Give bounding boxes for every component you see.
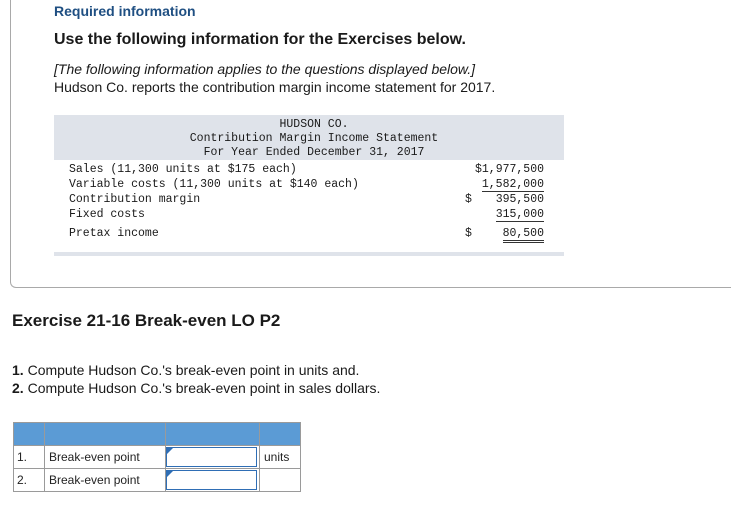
row-number: 2. (17, 473, 28, 487)
question-text: Compute Hudson Co.'s break-even point in units and. (23, 362, 360, 378)
note-text: [The following information applies to the questions displayed below.] (54, 61, 476, 77)
row-currency: $ (465, 193, 472, 206)
break-even-sales-input[interactable] (166, 470, 257, 490)
row-amount: $1,977,500 (474, 163, 544, 176)
answer-row (14, 446, 301, 469)
answer-row (14, 469, 301, 492)
instruction-heading: Use the following information for the Exercises below. (54, 31, 466, 48)
row-currency: $ (465, 227, 472, 240)
income-statement (54, 115, 564, 255)
statement-row (54, 163, 564, 178)
input-corner-marker (167, 470, 174, 477)
answer-cell (166, 469, 260, 492)
row-number: 1. (17, 450, 28, 464)
exercise-title: Exercise 21-16 Break-even LO P2 (12, 311, 281, 330)
answer-table-header (14, 423, 301, 446)
row-amount: 395,500 (495, 193, 544, 206)
statement-row (54, 193, 564, 208)
statement-body (54, 160, 564, 251)
header-cell (45, 423, 166, 446)
row-label: Sales (11,300 units at $175 each) (69, 163, 297, 176)
statement-row (54, 227, 564, 242)
row-label-cell (45, 446, 166, 469)
row-label: Fixed costs (69, 208, 145, 221)
answer-input-wrap (166, 446, 259, 468)
row-label: Pretax income (69, 227, 159, 240)
row-label: Contribution margin (69, 193, 201, 206)
statement-row (54, 208, 564, 223)
statement-company: HUDSON CO. (279, 118, 349, 131)
row-label: Break-even point (49, 473, 140, 487)
question-2 (12, 380, 380, 396)
row-label: Break-even point (49, 450, 140, 464)
row-number-cell (14, 469, 45, 492)
row-label: Variable costs (11,300 units at $140 each) (69, 178, 359, 191)
unit-cell (260, 469, 301, 492)
row-amount: 80,500 (503, 227, 544, 243)
intro-text: Hudson Co. reports the contribution margin income statement for 2017. (54, 79, 496, 95)
row-unit: units (264, 450, 290, 464)
input-corner-marker (167, 447, 174, 454)
question-number: 1. (12, 362, 24, 378)
required-information-heading: Required information (54, 3, 196, 19)
statement-period: For Year Ended December 31, 2017 (203, 146, 425, 159)
row-label-cell (45, 469, 166, 492)
row-number-cell (14, 446, 45, 469)
answer-input-wrap (166, 469, 259, 491)
question-number: 2. (12, 380, 24, 396)
unit-cell (260, 446, 301, 469)
statement-header (54, 115, 564, 160)
answer-table (13, 422, 301, 492)
statement-footer-bar (54, 252, 564, 256)
break-even-units-input[interactable] (166, 447, 257, 467)
header-cell (166, 423, 260, 446)
row-amount: 315,000 (495, 208, 544, 221)
statement-row (54, 178, 564, 193)
statement-title: Contribution Margin Income Statement (189, 132, 439, 145)
question-1 (12, 362, 359, 378)
answer-cell (166, 446, 260, 469)
header-cell (14, 423, 45, 446)
row-amount: 1,582,000 (481, 178, 544, 191)
question-text: Compute Hudson Co.'s break-even point in sales dollars. (23, 380, 381, 396)
header-cell (260, 423, 301, 446)
